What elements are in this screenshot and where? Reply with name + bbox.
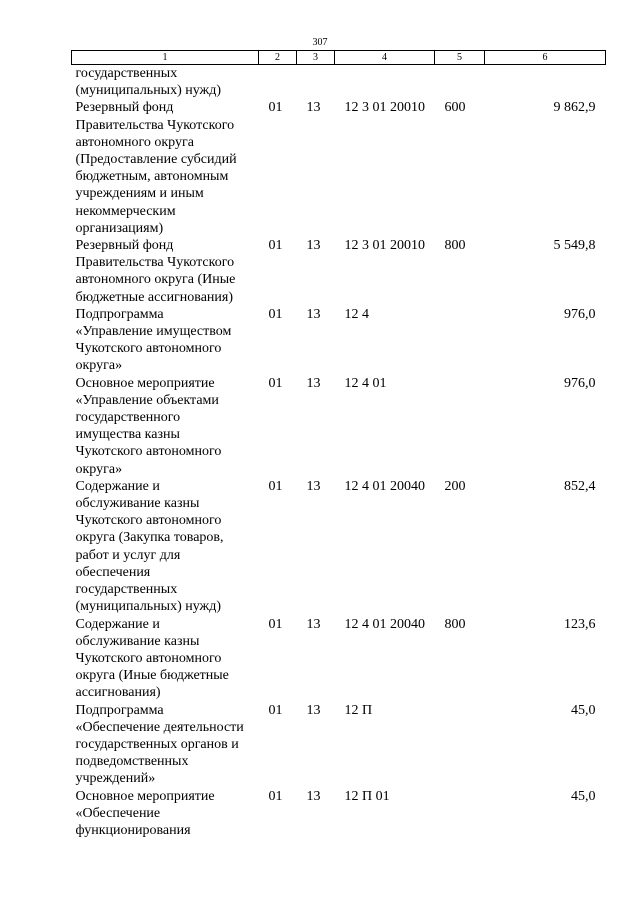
row-name-cell: Основное мероприятие «Управление объектами государственного имущества казны Чукотского автономного округа» — [75, 375, 222, 477]
table-row — [72, 702, 606, 788]
row-target-article-cell — [335, 65, 435, 100]
row-expense-type-cell: 800 — [444, 238, 466, 254]
column-header-4: 4 — [335, 51, 435, 65]
row-section-cell: 01 — [268, 616, 283, 632]
table-header-row — [72, 51, 606, 65]
column-header-5: 5 — [435, 51, 485, 65]
row-subsection-cell: 13 — [306, 702, 321, 718]
row-section-cell: 01 — [268, 306, 283, 322]
row-target-article-cell: 12 П 01 — [344, 788, 390, 804]
column-header-6: 6 — [485, 51, 606, 65]
row-section-cell: 01 — [268, 100, 283, 116]
row-name-cell: Резервный фонд Правительства Чукотского автономного округа (Иные бюджетные ассигнования) — [75, 238, 236, 305]
row-section-cell: 01 — [268, 478, 283, 494]
row-target-article-cell: 12 4 01 — [344, 375, 387, 391]
budget-table — [71, 50, 606, 839]
row-name-cell: Подпрограмма «Обеспечение деятельности государственных органов и подведомственных учреждений» — [75, 702, 244, 787]
row-subsection-cell: 13 — [306, 616, 321, 632]
row-amount-cell: 45,0 — [571, 788, 596, 804]
row-target-article-cell: 12 3 01 20010 — [344, 100, 425, 116]
row-target-article-cell: 12 4 01 20040 — [344, 616, 425, 632]
column-header-2: 2 — [259, 51, 297, 65]
row-expense-type-cell: 800 — [444, 616, 466, 632]
row-name-cell: Содержание и обслуживание казны Чукотского автономного округа (Закупка товаров, работ и услуг для обеспечения государственных (муниципальных) нужд) — [75, 478, 224, 615]
row-amount-cell — [485, 65, 606, 100]
row-subsection-cell — [297, 65, 335, 100]
row-target-article-cell: 12 4 01 20040 — [344, 478, 425, 494]
row-target-article-cell: 12 П — [344, 702, 373, 718]
row-subsection-cell: 13 — [306, 375, 321, 391]
row-subsection-cell: 13 — [306, 238, 321, 254]
row-subsection-cell: 13 — [306, 100, 321, 116]
column-header-3: 3 — [297, 51, 335, 65]
row-name-cell: Содержание и обслуживание казны Чукотского автономного округа (Иные бюджетные ассигнования) — [75, 616, 229, 701]
table-row — [72, 306, 606, 375]
row-name-cell: Резервный фонд Правительства Чукотского автономного округа (Предоставление субсидий бюджетным, автономным учреждениям и иным некоммерческим организациям) — [75, 100, 237, 236]
table-row — [72, 788, 606, 840]
row-expense-type-cell: 600 — [444, 100, 466, 116]
row-amount-cell: 976,0 — [564, 306, 596, 322]
row-section-cell: 01 — [268, 702, 283, 718]
row-amount-cell: 976,0 — [564, 375, 596, 391]
row-expense-type-cell — [435, 306, 485, 375]
row-expense-type-cell — [435, 375, 485, 478]
row-target-article-cell: 12 3 01 20010 — [344, 238, 425, 254]
row-section-cell: 01 — [268, 788, 283, 804]
row-subsection-cell: 13 — [306, 788, 321, 804]
row-name-cell: Основное мероприятие «Обеспечение функционирования — [75, 788, 215, 838]
row-subsection-cell: 13 — [306, 478, 321, 494]
row-target-article-cell: 12 4 — [344, 306, 369, 322]
row-section-cell: 01 — [268, 375, 283, 391]
row-amount-cell: 123,6 — [564, 616, 596, 632]
table-row — [72, 237, 606, 306]
table-row — [72, 478, 606, 616]
row-expense-type-cell — [435, 702, 485, 788]
row-amount-cell: 9 862,9 — [553, 100, 596, 116]
table-row — [72, 616, 606, 702]
row-expense-type-cell — [435, 788, 485, 840]
row-section-cell: 01 — [268, 238, 283, 254]
table-row — [72, 99, 606, 237]
table-row — [72, 375, 606, 478]
row-subsection-cell: 13 — [306, 306, 321, 322]
row-amount-cell: 45,0 — [571, 702, 596, 718]
row-amount-cell: 5 549,8 — [553, 238, 596, 254]
page-number: 307 — [312, 37, 328, 48]
row-expense-type-cell — [435, 65, 485, 100]
row-expense-type-cell: 200 — [444, 478, 466, 494]
column-header-1: 1 — [72, 51, 259, 65]
table-row — [72, 65, 606, 100]
row-name-cell: Подпрограмма «Управление имуществом Чукотского автономного округа» — [75, 306, 232, 374]
row-section-cell — [259, 65, 297, 100]
row-name-cell: государственных (муниципальных) нужд) — [75, 66, 222, 99]
row-amount-cell: 852,4 — [564, 478, 596, 494]
